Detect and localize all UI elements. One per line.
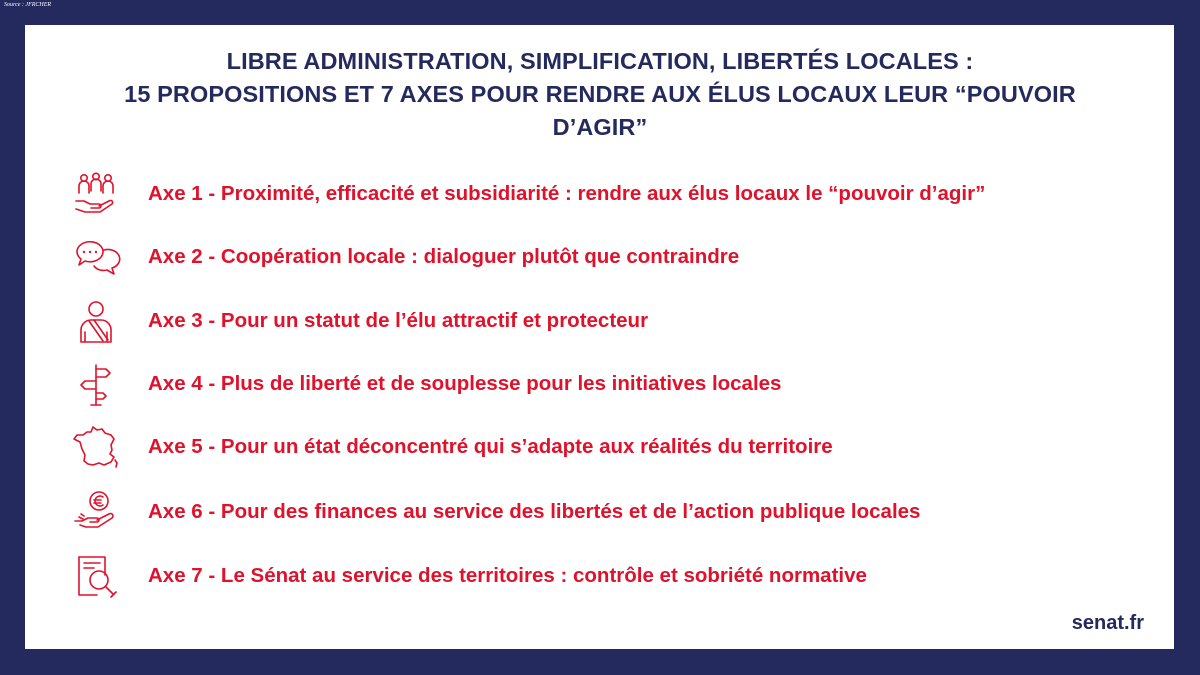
infographic-card (25, 25, 1174, 649)
axe-label: Axe 2 - Coopération locale : dialoguer plutôt que contraindre (148, 245, 740, 268)
axe-item-1 (70, 169, 985, 219)
axe-label: Axe 1 - Proximité, efficacité et subsidiarité : rendre aux élus locaux le “pouvoir d’agir” (148, 182, 986, 205)
signpost-icon (70, 360, 122, 408)
axe-label: Axe 7 - Le Sénat au service des territoires : contrôle et sobriété normative (148, 564, 867, 587)
axe-label: Axe 5 - Pour un état déconcentré qui s’adapte aux réalités du territoire (148, 435, 833, 458)
euro-coin-hand-icon (70, 488, 122, 536)
axe-label: Axe 3 - Pour un statut de l’élu attractif et protecteur (148, 309, 649, 332)
senat-logo[interactable]: senat.fr (1071, 612, 1144, 634)
france-map-icon (70, 423, 122, 471)
axe-item-2 (70, 232, 739, 282)
axe-item-6 (70, 487, 920, 537)
document-magnifier-icon (70, 552, 122, 600)
speech-bubbles-icon (70, 233, 122, 281)
title-line-1: LIBRE ADMINISTRATION, SIMPLIFICATION, LIBERTÉS LOCALES : (226, 48, 974, 74)
title-line-2: 15 PROPOSITIONS ET 7 AXES POUR RENDRE AUX ÉLUS LOCAUX LEUR “POUVOIR (124, 81, 1076, 107)
axe-label: Axe 6 - Pour des finances au service des libertés et de l’action publique locales (148, 500, 921, 523)
axe-label: Axe 4 - Plus de liberté et de souplesse pour les initiatives locales (148, 372, 782, 395)
title-line-3: D’AGIR” (552, 114, 648, 140)
people-in-hand-icon (70, 170, 122, 218)
axe-item-7 (70, 551, 867, 601)
axe-item-3 (70, 296, 648, 346)
elected-official-sash-icon (70, 297, 122, 345)
axe-item-4 (70, 359, 781, 409)
source-credit: Source : JFRCHER (4, 2, 52, 8)
axes-list (25, 25, 1174, 649)
axe-item-5 (70, 422, 833, 472)
